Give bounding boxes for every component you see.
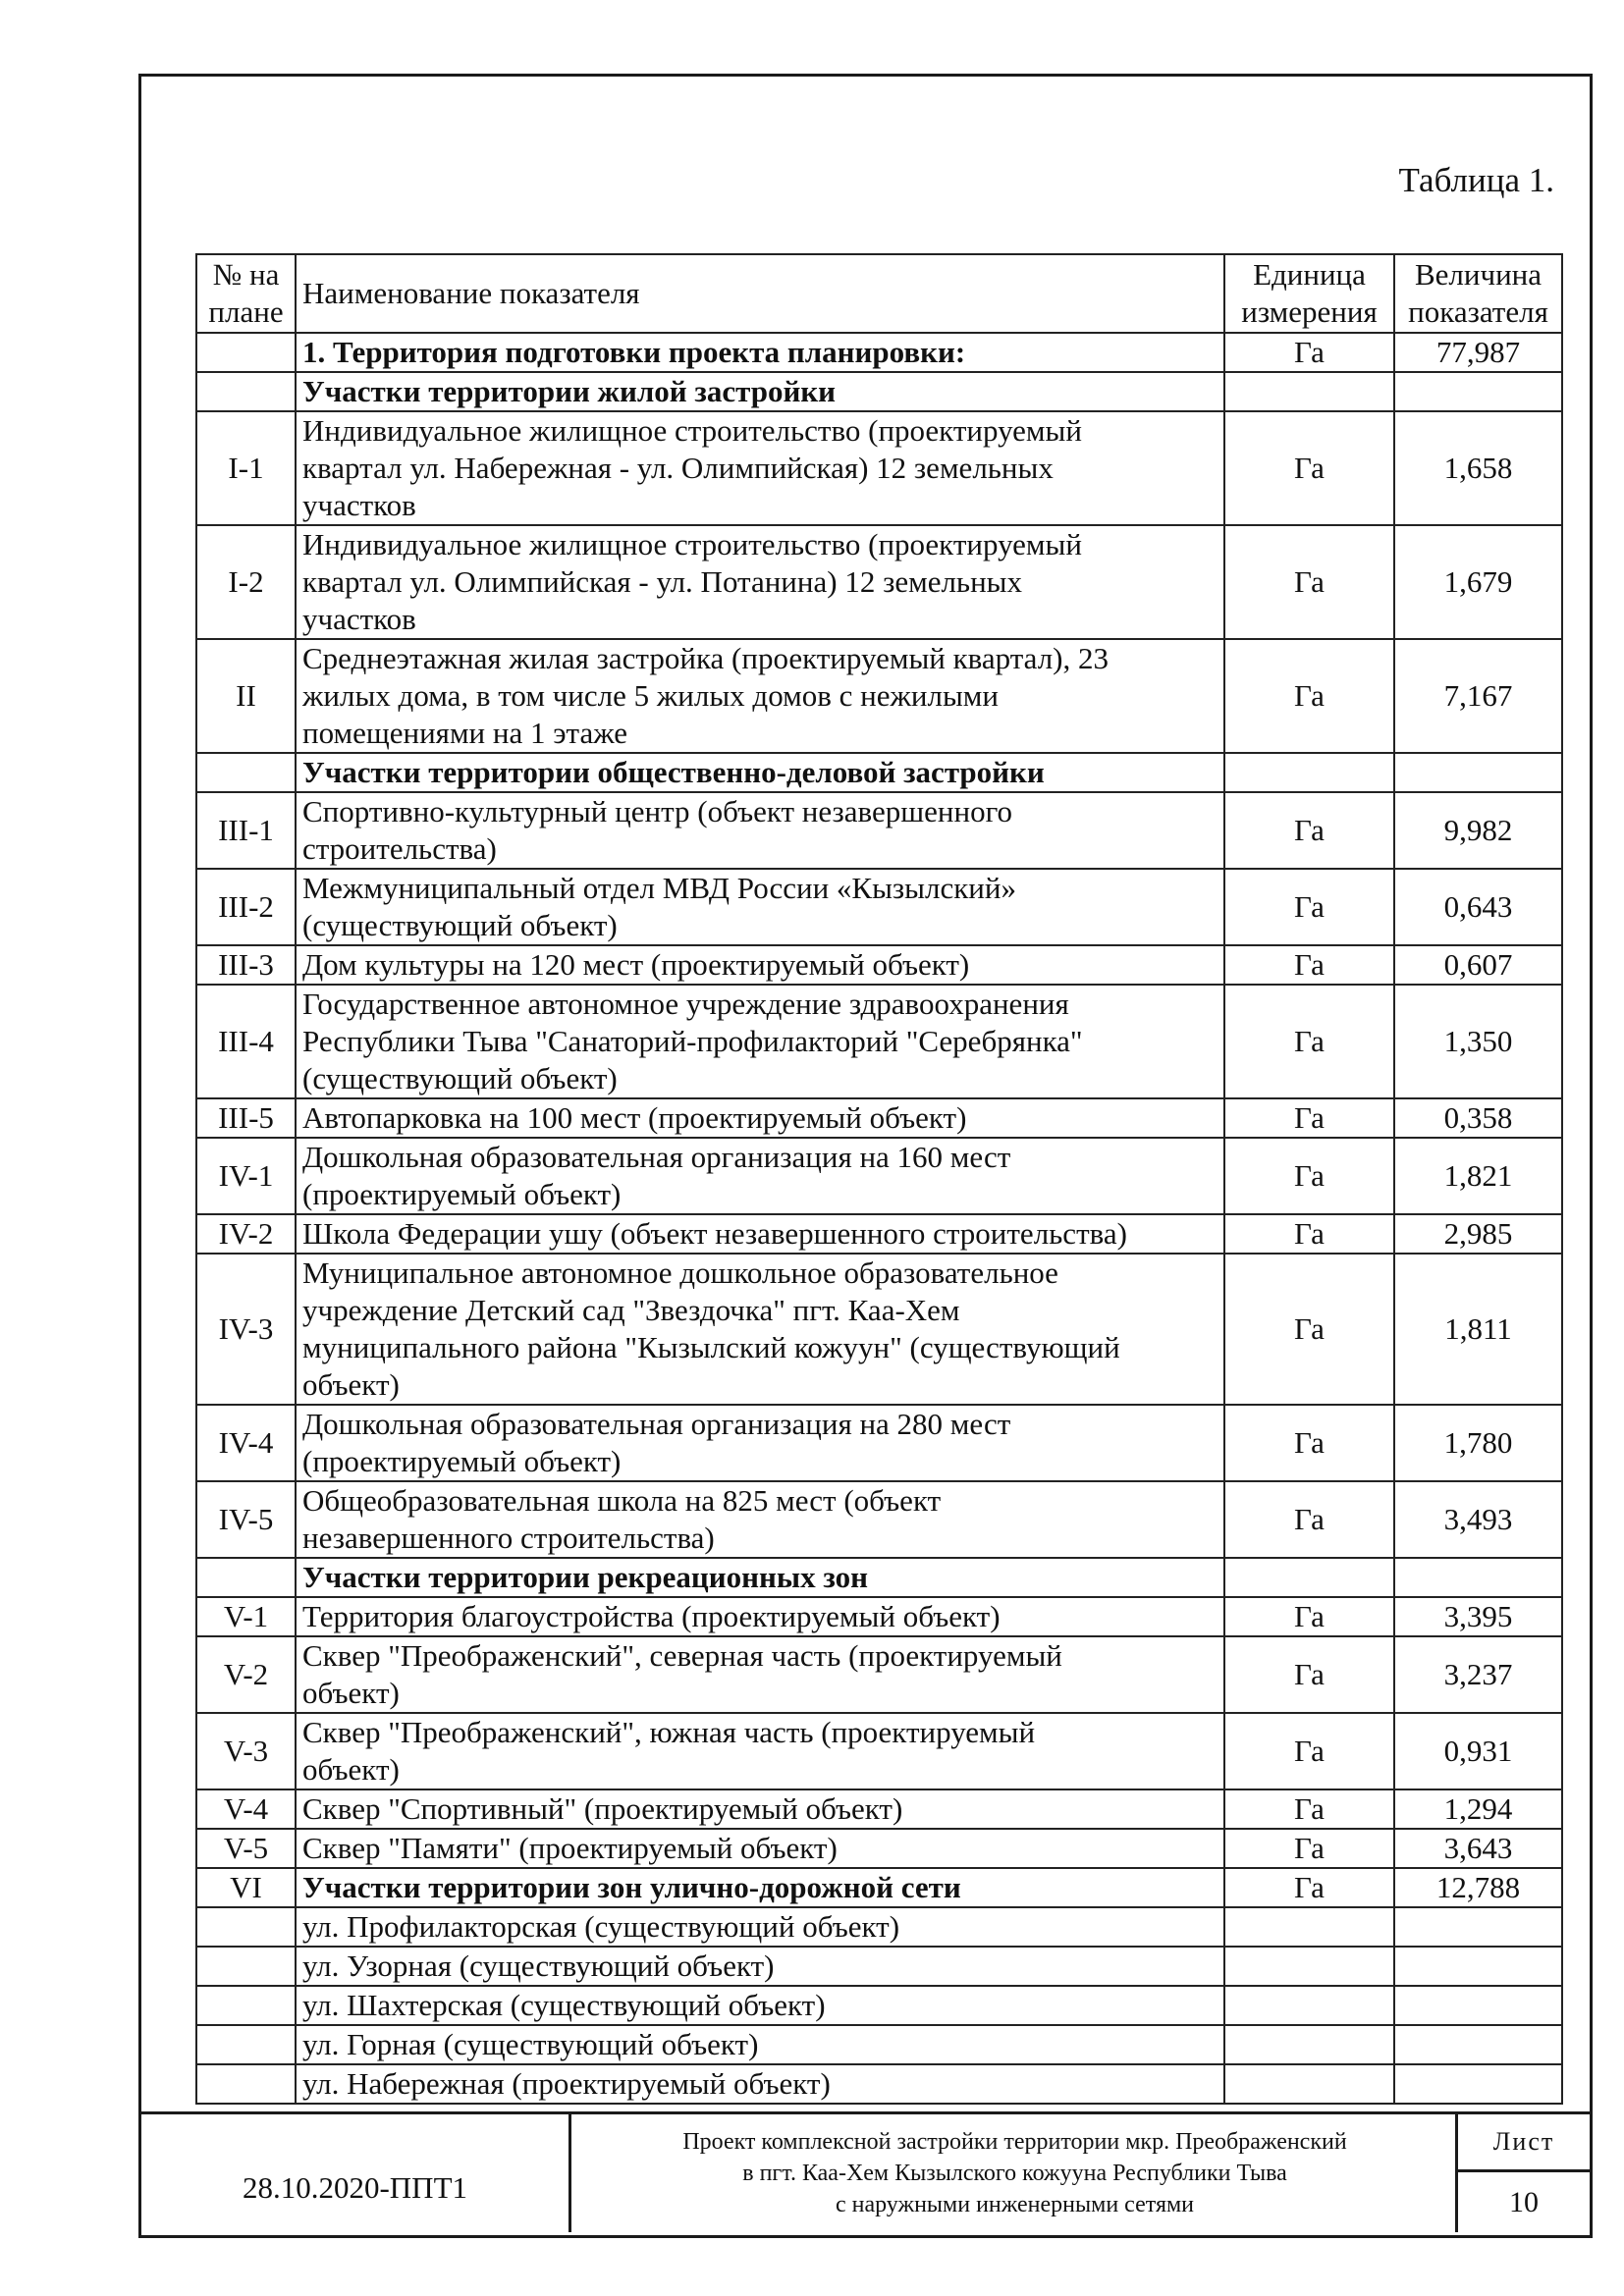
row-value: 1,658: [1394, 411, 1562, 525]
row-value: 7,167: [1394, 639, 1562, 753]
row-indicator-name-line: квартал ул. Набережная - ул. Олимпийская) 12 земельных: [302, 451, 1054, 485]
table-row: [196, 1138, 1562, 1214]
row-unit: Га: [1224, 869, 1394, 945]
table-row: [196, 869, 1562, 945]
row-indicator-name: [296, 1214, 1224, 1254]
row-value: 9,982: [1394, 792, 1562, 869]
row-plan-number: [196, 1986, 296, 2025]
row-unit: Га: [1224, 1829, 1394, 1868]
row-indicator-name: [296, 1405, 1224, 1481]
row-value: 3,493: [1394, 1481, 1562, 1558]
row-unit: Га: [1224, 1214, 1394, 1254]
row-value: 77,987: [1394, 333, 1562, 372]
row-value: 1,811: [1394, 1254, 1562, 1405]
header-name: Наименование показателя: [296, 254, 1224, 333]
header-value: [1394, 254, 1562, 333]
row-indicator-name: [296, 1986, 1224, 2025]
document-code: 28.10.2020-ППТ1: [141, 2114, 571, 2232]
table-row: [196, 333, 1562, 372]
row-indicator-name: [296, 372, 1224, 411]
row-plan-number: V-2: [196, 1636, 296, 1713]
row-unit: Га: [1224, 1481, 1394, 1558]
row-plan-number: III-2: [196, 869, 296, 945]
header-value-line: показателя: [1408, 294, 1548, 329]
header-num-line: № на: [212, 257, 280, 292]
row-unit: [1224, 1986, 1394, 2025]
table-row: [196, 1558, 1562, 1597]
row-indicator-name-line: Республики Тыва "Санаторий-профилакторий "Серебрянка": [302, 1024, 1083, 1058]
title-block: [141, 2111, 1590, 2235]
header-value-line: Величина: [1414, 257, 1543, 292]
row-plan-number: IV-5: [196, 1481, 296, 1558]
row-indicator-name-line: (проектируемый объект): [302, 1444, 622, 1478]
row-unit: Га: [1224, 1713, 1394, 1789]
row-indicator-name-line: Муниципальное автономное дошкольное образовательное: [302, 1255, 1058, 1290]
table-row: [196, 639, 1562, 753]
sheet-number: 10: [1509, 2185, 1539, 2218]
row-indicator-name-line: (существующий объект): [302, 1061, 618, 1095]
row-plan-number: V-1: [196, 1597, 296, 1636]
row-indicator-name-line: (проектируемый объект): [302, 1177, 622, 1211]
row-indicator-name-line: Сквер "Памяти" (проектируемый объект): [302, 1831, 838, 1865]
row-plan-number: V-4: [196, 1789, 296, 1829]
row-value: 0,931: [1394, 1713, 1562, 1789]
row-plan-number: III-5: [196, 1098, 296, 1138]
row-indicator-name-line: Дом культуры на 120 мест (проектируемый объект): [302, 947, 970, 982]
row-unit: [1224, 753, 1394, 792]
row-indicator-name-line: Школа Федерации ушу (объект незавершенного строительства): [302, 1216, 1127, 1251]
row-unit: Га: [1224, 639, 1394, 753]
row-plan-number: V-3: [196, 1713, 296, 1789]
row-indicator-name-line: Территория благоустройства (проектируемый объект): [302, 1599, 1001, 1633]
row-unit: [1224, 372, 1394, 411]
row-indicator-name: [296, 1558, 1224, 1597]
header-num: [196, 254, 296, 333]
table-row: [196, 985, 1562, 1098]
row-plan-number: [196, 372, 296, 411]
row-indicator-name-line: квартал ул. Олимпийская - ул. Потанина) 12 земельных: [302, 564, 1022, 599]
row-indicator-name-line: строительства): [302, 831, 497, 866]
row-plan-number: III-3: [196, 945, 296, 985]
row-value: 1,294: [1394, 1789, 1562, 1829]
row-indicator-name: [296, 1713, 1224, 1789]
row-indicator-name-line: Участки территории рекреационных зон: [302, 1560, 868, 1594]
header-unit-line: Единица: [1253, 257, 1366, 292]
table-row: [196, 1789, 1562, 1829]
row-value: 1,821: [1394, 1138, 1562, 1214]
table-row: [196, 1098, 1562, 1138]
row-plan-number: I-2: [196, 525, 296, 639]
row-value: [1394, 372, 1562, 411]
row-indicator-name-line: Участки территории жилой застройки: [302, 374, 837, 408]
row-unit: Га: [1224, 1636, 1394, 1713]
table-row: [196, 372, 1562, 411]
row-value: 0,643: [1394, 869, 1562, 945]
row-indicator-name-line: объект): [302, 1367, 400, 1402]
row-unit: Га: [1224, 1405, 1394, 1481]
row-indicator-name-line: помещениями на 1 этаже: [302, 716, 628, 750]
row-indicator-name: [296, 792, 1224, 869]
row-plan-number: [196, 1947, 296, 1986]
page-frame: [138, 74, 1593, 2238]
row-value: [1394, 1986, 1562, 2025]
row-indicator-name-line: муниципального района "Кызылский кожуун" (существующий: [302, 1330, 1120, 1364]
row-indicator-name-line: незавершенного строительства): [302, 1521, 715, 1555]
table-row: [196, 1597, 1562, 1636]
row-plan-number: IV-3: [196, 1254, 296, 1405]
row-unit: Га: [1224, 1254, 1394, 1405]
row-indicator-name-line: жилых дома, в том числе 5 жилых домов с нежилыми: [302, 678, 999, 713]
row-value: 12,788: [1394, 1868, 1562, 1907]
row-indicator-name-line: ул. Узорная (существующий объект): [302, 1949, 775, 1983]
row-indicator-name-line: ул. Профилакторская (существующий объект): [302, 1909, 900, 1944]
table-row: [196, 2025, 1562, 2064]
row-indicator-name-line: Участки территории общественно-деловой застройки: [302, 755, 1045, 789]
table-row: [196, 1713, 1562, 1789]
row-unit: Га: [1224, 411, 1394, 525]
row-unit: [1224, 2064, 1394, 2104]
header-unit: [1224, 254, 1394, 333]
row-value: 1,679: [1394, 525, 1562, 639]
table-row: [196, 945, 1562, 985]
header-num-line: плане: [208, 294, 284, 329]
row-indicator-name-line: 1. Территория подготовки проекта планировки:: [302, 335, 966, 369]
row-indicator-name-line: Индивидуальное жилищное строительство (проектируемый: [302, 413, 1082, 448]
row-unit: Га: [1224, 1138, 1394, 1214]
row-plan-number: I-1: [196, 411, 296, 525]
row-plan-number: [196, 333, 296, 372]
row-unit: [1224, 2025, 1394, 2064]
row-indicator-name: [296, 945, 1224, 985]
row-indicator-name-line: Общеобразовательная школа на 825 мест (объект: [302, 1483, 942, 1518]
row-indicator-name: [296, 1138, 1224, 1214]
row-plan-number: [196, 1907, 296, 1947]
row-indicator-name-line: учреждение Детский сад "Звездочка" пгт. Каа-Хем: [302, 1293, 960, 1327]
row-indicator-name-line: Сквер "Преображенский", южная часть (проектируемый: [302, 1715, 1036, 1749]
table-row: [196, 525, 1562, 639]
table-row: [196, 1907, 1562, 1947]
row-unit: [1224, 1947, 1394, 1986]
row-indicator-name: [296, 1868, 1224, 1907]
row-value: [1394, 753, 1562, 792]
row-value: 1,350: [1394, 985, 1562, 1098]
row-unit: Га: [1224, 1597, 1394, 1636]
table-row: [196, 2064, 1562, 2104]
row-indicator-name: [296, 753, 1224, 792]
row-indicator-name: [296, 2064, 1224, 2104]
row-indicator-name: [296, 1907, 1224, 1947]
row-value: 0,607: [1394, 945, 1562, 985]
row-indicator-name: [296, 639, 1224, 753]
row-value: 3,643: [1394, 1829, 1562, 1868]
row-indicator-name-line: участков: [302, 488, 416, 522]
project-title-line: Проект комплексной застройки территории мкр. Преображенский: [682, 2129, 1347, 2155]
row-indicator-name-line: Межмуниципальный отдел МВД России «Кызылский»: [302, 871, 1016, 905]
row-indicator-name: [296, 1254, 1224, 1405]
row-indicator-name-line: Дошкольная образовательная организация на 280 мест: [302, 1407, 1011, 1441]
row-indicator-name-line: Сквер "Преображенский", северная часть (проектируемый: [302, 1638, 1062, 1673]
row-indicator-name-line: Среднеэтажная жилая застройка (проектируемый квартал), 23: [302, 641, 1110, 675]
row-indicator-name: [296, 1947, 1224, 1986]
project-title: [574, 2114, 1458, 2232]
row-value: [1394, 1558, 1562, 1597]
row-indicator-name: [296, 985, 1224, 1098]
row-unit: Га: [1224, 1789, 1394, 1829]
row-indicator-name-line: (существующий объект): [302, 908, 618, 942]
row-indicator-name-line: участков: [302, 602, 416, 636]
row-unit: Га: [1224, 1098, 1394, 1138]
table-row: [196, 1947, 1562, 1986]
row-indicator-name: [296, 1098, 1224, 1138]
row-indicator-name: [296, 525, 1224, 639]
row-indicator-name-line: Участки территории зон улично-дорожной сети: [302, 1870, 961, 1904]
row-unit: Га: [1224, 945, 1394, 985]
row-indicator-name: [296, 1597, 1224, 1636]
table-row: [196, 1829, 1562, 1868]
row-plan-number: III-4: [196, 985, 296, 1098]
row-value: [1394, 2025, 1562, 2064]
row-indicator-name: [296, 1789, 1224, 1829]
row-indicator-name: [296, 1636, 1224, 1713]
row-indicator-name-line: Государственное автономное учреждение здравоохранения: [302, 987, 1069, 1021]
row-plan-number: [196, 1558, 296, 1597]
row-indicator-name-line: объект): [302, 1752, 400, 1787]
sheet-label: Лист: [1458, 2114, 1590, 2172]
row-unit: Га: [1224, 1868, 1394, 1907]
row-unit: Га: [1224, 792, 1394, 869]
row-plan-number: [196, 2025, 296, 2064]
row-value: 2,985: [1394, 1214, 1562, 1254]
row-indicator-name-line: объект): [302, 1676, 400, 1710]
row-plan-number: IV-2: [196, 1214, 296, 1254]
row-value: 0,358: [1394, 1098, 1562, 1138]
table-row: [196, 1214, 1562, 1254]
table-row: [196, 753, 1562, 792]
table-row: [196, 1405, 1562, 1481]
row-plan-number: [196, 2064, 296, 2104]
table-row: [196, 411, 1562, 525]
row-unit: Га: [1224, 333, 1394, 372]
row-plan-number: IV-4: [196, 1405, 296, 1481]
row-value: 1,780: [1394, 1405, 1562, 1481]
table-row: [196, 1481, 1562, 1558]
row-value: 3,395: [1394, 1597, 1562, 1636]
project-title-line: в пгт. Каа-Хем Кызылского кожууна Республики Тыва: [742, 2161, 1287, 2186]
row-indicator-name-line: ул. Горная (существующий объект): [302, 2027, 759, 2061]
table-row: [196, 1254, 1562, 1405]
table-header-row: [196, 254, 1562, 333]
row-indicator-name: [296, 333, 1224, 372]
row-indicator-name: [296, 869, 1224, 945]
row-plan-number: V-5: [196, 1829, 296, 1868]
row-plan-number: III-1: [196, 792, 296, 869]
project-title-line: с наружными инженерными сетями: [835, 2192, 1195, 2217]
row-unit: [1224, 1907, 1394, 1947]
table-row: [196, 1986, 1562, 2025]
row-value: [1394, 2064, 1562, 2104]
table-row: [196, 1868, 1562, 1907]
table-caption: Таблица 1.: [1398, 161, 1554, 199]
row-indicator-name: [296, 411, 1224, 525]
row-indicator-name-line: Дошкольная образовательная организация на 160 мест: [302, 1140, 1011, 1174]
table-row: [196, 1636, 1562, 1713]
row-indicator-name-line: Спортивно-культурный центр (объект незавершенного: [302, 794, 1013, 828]
row-indicator-name: [296, 1829, 1224, 1868]
row-value: [1394, 1907, 1562, 1947]
row-indicator-name-line: Автопарковка на 100 мест (проектируемый объект): [302, 1100, 967, 1135]
row-indicator-name: [296, 2025, 1224, 2064]
row-plan-number: IV-1: [196, 1138, 296, 1214]
row-unit: Га: [1224, 985, 1394, 1098]
table-row: [196, 792, 1562, 869]
header-unit-line: измерения: [1241, 294, 1378, 329]
row-indicator-name-line: Сквер "Спортивный" (проектируемый объект): [302, 1791, 903, 1826]
row-indicator-name-line: Индивидуальное жилищное строительство (проектируемый: [302, 527, 1082, 561]
row-indicator-name-line: ул. Набережная (проектируемый объект): [302, 2066, 831, 2101]
row-unit: Га: [1224, 525, 1394, 639]
row-unit: [1224, 1558, 1394, 1597]
indicators-table: [195, 253, 1563, 2105]
row-plan-number: VI: [196, 1868, 296, 1907]
row-value: 3,237: [1394, 1636, 1562, 1713]
table-body: [196, 333, 1562, 2104]
row-indicator-name-line: ул. Шахтерская (существующий объект): [302, 1988, 826, 2022]
row-indicator-name: [296, 1481, 1224, 1558]
row-plan-number: [196, 753, 296, 792]
row-value: [1394, 1947, 1562, 1986]
row-plan-number: II: [196, 639, 296, 753]
